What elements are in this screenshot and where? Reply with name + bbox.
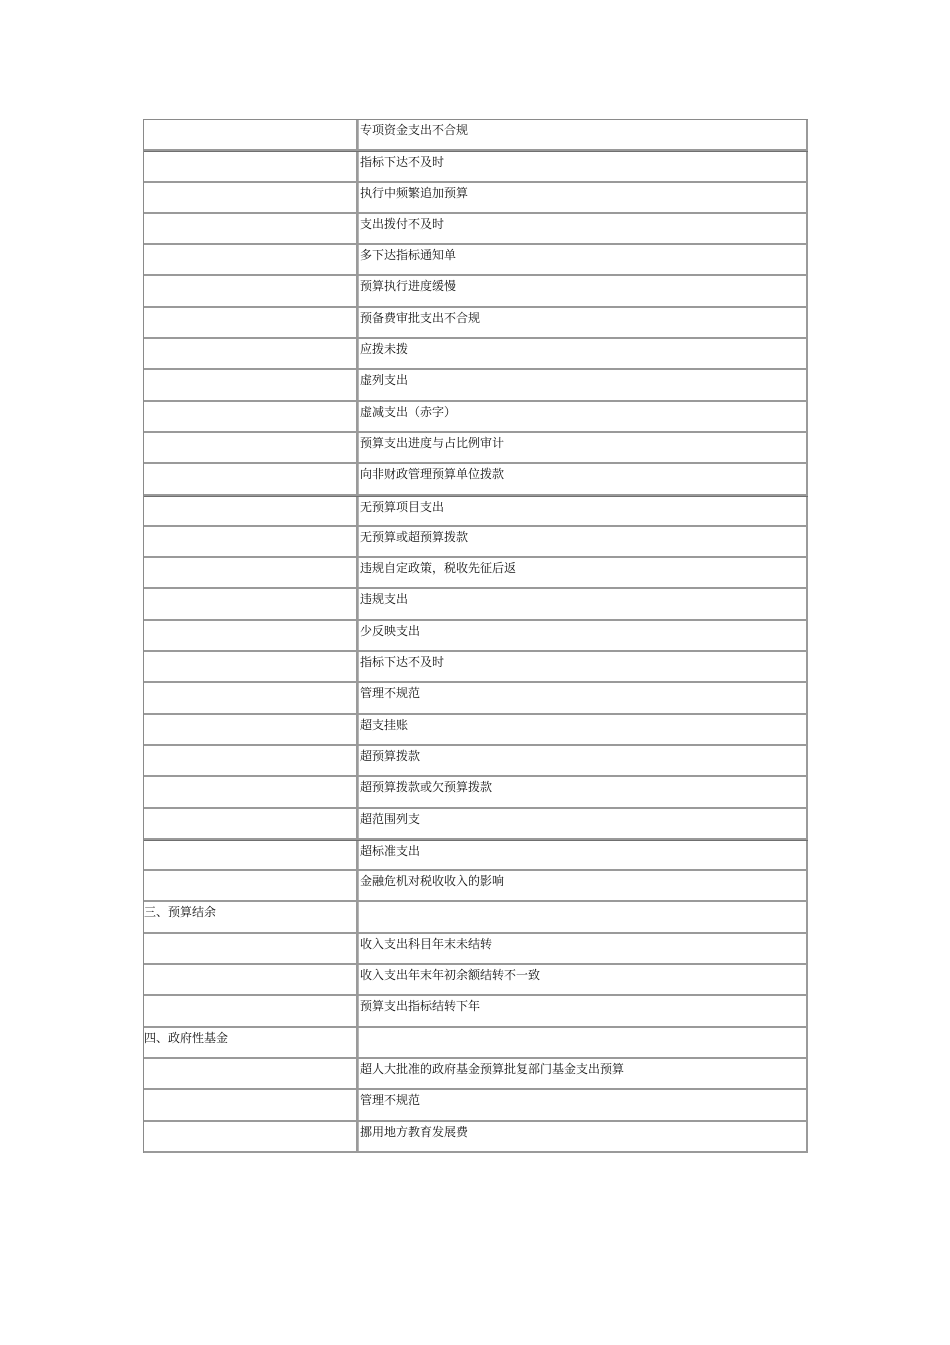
table-row <box>144 120 808 151</box>
item-cell: 无预算或超预算拨款 <box>358 527 808 556</box>
table-row <box>144 151 808 182</box>
table-row <box>144 496 808 527</box>
table-row <box>144 308 808 339</box>
item-cell: 管理不规范 <box>358 1090 808 1119</box>
table-row <box>144 276 808 307</box>
table-row <box>144 1122 808 1153</box>
category-cell <box>144 433 358 462</box>
category-cell <box>144 558 358 587</box>
item-cell: 预算支出指标结转下年 <box>358 996 808 1025</box>
category-cell <box>144 497 358 525</box>
section-heading-cell: 四、政府性基金 <box>144 1028 358 1057</box>
category-cell <box>144 464 358 493</box>
table-row <box>144 527 808 558</box>
table-row <box>144 934 808 965</box>
category-cell <box>144 996 358 1025</box>
category-cell <box>144 214 358 243</box>
section-row <box>144 902 808 933</box>
category-cell <box>144 183 358 212</box>
table-row <box>144 214 808 245</box>
table-row <box>144 871 808 902</box>
item-cell: 管理不规范 <box>358 683 808 712</box>
table-row <box>144 777 808 808</box>
item-cell: 执行中频繁追加预算 <box>358 183 808 212</box>
section-row <box>144 1028 808 1059</box>
category-cell <box>144 809 358 838</box>
category-cell <box>144 589 358 618</box>
item-cell: 违规支出 <box>358 589 808 618</box>
category-cell <box>144 402 358 431</box>
item-cell: 收入支出科目年末未结转 <box>358 934 808 963</box>
table-row <box>144 746 808 777</box>
category-cell <box>144 1122 358 1151</box>
table-row <box>144 621 808 652</box>
item-cell: 预算支出进度与占比例审计 <box>358 433 808 462</box>
category-cell <box>144 652 358 681</box>
item-cell: 预算执行进度缓慢 <box>358 276 808 305</box>
item-cell <box>358 1028 808 1057</box>
section-heading-cell: 三、预算结余 <box>144 902 358 931</box>
item-cell: 金融危机对税收收入的影响 <box>358 871 808 900</box>
item-cell <box>358 902 808 931</box>
category-cell <box>144 871 358 900</box>
category-cell <box>144 777 358 806</box>
item-cell: 超支挂账 <box>358 715 808 744</box>
item-cell: 指标下达不及时 <box>358 652 808 681</box>
category-cell <box>144 621 358 650</box>
item-cell: 超标准支出 <box>358 841 808 869</box>
table-row <box>144 339 808 370</box>
item-cell: 指标下达不及时 <box>358 152 808 180</box>
item-cell: 支出拨付不及时 <box>358 214 808 243</box>
audit-items-table <box>143 119 808 1153</box>
table-row <box>144 1059 808 1090</box>
category-cell <box>144 934 358 963</box>
category-cell <box>144 1059 358 1088</box>
item-cell: 收入支出年末年初余额结转不一致 <box>358 965 808 994</box>
item-cell: 挪用地方教育发展费 <box>358 1122 808 1151</box>
table-row <box>144 402 808 433</box>
item-cell: 超范围列支 <box>358 809 808 838</box>
table-row <box>144 683 808 714</box>
table-row <box>144 715 808 746</box>
table-row <box>144 464 808 495</box>
table-row <box>144 1090 808 1121</box>
category-cell <box>144 120 358 149</box>
item-cell: 虚减支出（赤字） <box>358 402 808 431</box>
category-cell <box>144 245 358 274</box>
table-row <box>144 245 808 276</box>
category-cell <box>144 1090 358 1119</box>
item-cell: 专项资金支出不合规 <box>358 120 808 149</box>
category-cell <box>144 715 358 744</box>
item-cell: 超人大批准的政府基金预算批复部门基金支出预算 <box>358 1059 808 1088</box>
item-cell: 无预算项目支出 <box>358 497 808 525</box>
category-cell <box>144 527 358 556</box>
category-cell <box>144 746 358 775</box>
table-row <box>144 433 808 464</box>
table-row <box>144 183 808 214</box>
item-cell: 超预算拨款 <box>358 746 808 775</box>
table-row <box>144 996 808 1027</box>
table-row <box>144 370 808 401</box>
table-row <box>144 652 808 683</box>
category-cell <box>144 683 358 712</box>
category-cell <box>144 308 358 337</box>
table-row <box>144 558 808 589</box>
category-cell <box>144 152 358 180</box>
table-row <box>144 965 808 996</box>
item-cell: 多下达指标通知单 <box>358 245 808 274</box>
item-cell: 超预算拨款或欠预算拨款 <box>358 777 808 806</box>
category-cell <box>144 276 358 305</box>
table-row <box>144 589 808 620</box>
item-cell: 向非财政管理预算单位拨款 <box>358 464 808 493</box>
item-cell: 应拨未拨 <box>358 339 808 368</box>
item-cell: 预备费审批支出不合规 <box>358 308 808 337</box>
item-cell: 少反映支出 <box>358 621 808 650</box>
item-cell: 虚列支出 <box>358 370 808 399</box>
category-cell <box>144 370 358 399</box>
table-row <box>144 809 808 840</box>
table-row <box>144 840 808 871</box>
item-cell: 违规自定政策，税收先征后返 <box>358 558 808 587</box>
category-cell <box>144 841 358 869</box>
category-cell <box>144 339 358 368</box>
category-cell <box>144 965 358 994</box>
